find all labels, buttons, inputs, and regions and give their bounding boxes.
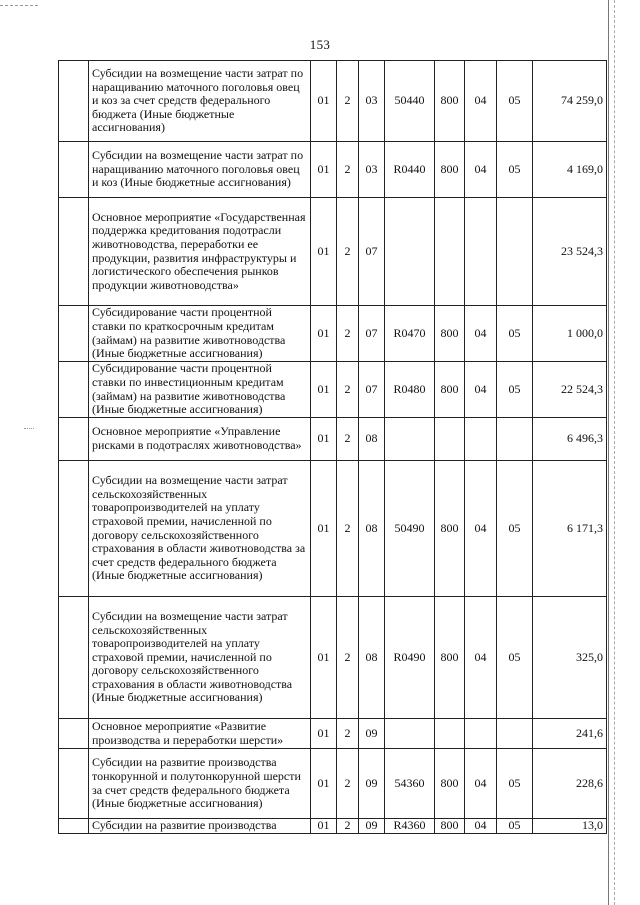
page-number: 153: [309, 37, 331, 52]
code-cell-3: 08: [359, 597, 385, 719]
row-name-cell: Субсидирование части процентной ставки по инвестиционным кредитам (займам) на развитие животноводства (Иные бюджетные ассигнования): [89, 362, 311, 418]
amount-cell: 13,0: [533, 819, 607, 834]
blank-cell: [59, 819, 89, 834]
table-row: [59, 819, 607, 834]
blank-cell: [59, 142, 89, 198]
code-cell-2: 2: [337, 198, 359, 306]
blank-cell: [59, 719, 89, 749]
code-cell-4: R0440: [385, 142, 435, 198]
code-cell-6: 04: [465, 61, 497, 142]
code-cell-3: 07: [359, 362, 385, 418]
code-cell-1: 01: [311, 362, 337, 418]
code-cell-6: 04: [465, 306, 497, 362]
row-name-cell: Основное мероприятие «Развитие производства и переработки шерсти»: [89, 719, 311, 749]
code-cell-7: 05: [497, 142, 533, 198]
table-row: [59, 362, 607, 418]
blank-cell: [59, 61, 89, 142]
code-cell-4: [385, 719, 435, 749]
margin-mark: [24, 428, 34, 429]
code-cell-5: 800: [435, 142, 465, 198]
code-cell-6: [465, 198, 497, 306]
row-name-cell: Субсидии на возмещение части затрат сельскохозяйственных товаропроизводителей на уплату страховой премии, начисленной по договору сельскохозяйственного страхования в области животноводства за счет средств федерального бюджета (Иные бюджетные ассигнования): [89, 461, 311, 597]
blank-cell: [59, 461, 89, 597]
code-cell-3: 08: [359, 461, 385, 597]
amount-cell: 228,6: [533, 749, 607, 819]
code-cell-1: 01: [311, 198, 337, 306]
code-cell-1: 01: [311, 749, 337, 819]
code-cell-5: [435, 719, 465, 749]
table-row: [59, 597, 607, 719]
blank-cell: [59, 198, 89, 306]
row-name-cell: Основное мероприятие «Управление рисками в подотраслях животноводства»: [89, 418, 311, 461]
code-cell-5: 800: [435, 597, 465, 719]
code-cell-7: 05: [497, 749, 533, 819]
code-cell-1: 01: [311, 418, 337, 461]
code-cell-7: 05: [497, 597, 533, 719]
table-row: [59, 749, 607, 819]
amount-cell: 325,0: [533, 597, 607, 719]
code-cell-6: 04: [465, 362, 497, 418]
code-cell-4: [385, 418, 435, 461]
code-cell-6: 04: [465, 142, 497, 198]
code-cell-5: 800: [435, 749, 465, 819]
scan-edge-mark: [0, 5, 38, 6]
code-cell-6: [465, 418, 497, 461]
code-cell-6: 04: [465, 819, 497, 834]
code-cell-1: 01: [311, 719, 337, 749]
code-cell-2: 2: [337, 461, 359, 597]
amount-cell: 4 169,0: [533, 142, 607, 198]
row-name-cell: Основное мероприятие «Государственная поддержка кредитования подотрасли животноводства, переработки ее продукции, развития инфраструктуры и логистического обеспечения рынков продукции животноводства»: [89, 198, 311, 306]
code-cell-5: [435, 418, 465, 461]
code-cell-2: 2: [337, 362, 359, 418]
code-cell-2: 2: [337, 142, 359, 198]
row-name-cell: Субсидирование части процентной ставки по краткосрочным кредитам (займам) на развитие животноводства (Иные бюджетные ассигнования): [89, 306, 311, 362]
code-cell-1: 01: [311, 597, 337, 719]
code-cell-2: 2: [337, 749, 359, 819]
blank-cell: [59, 418, 89, 461]
row-name-cell: Субсидии на развитие производства: [89, 819, 311, 834]
amount-cell: 241,6: [533, 719, 607, 749]
code-cell-3: 07: [359, 306, 385, 362]
table-row: [59, 61, 607, 142]
table-row: [59, 418, 607, 461]
amount-cell: 74 259,0: [533, 61, 607, 142]
code-cell-3: 09: [359, 749, 385, 819]
code-cell-5: 800: [435, 306, 465, 362]
code-cell-3: 03: [359, 142, 385, 198]
code-cell-7: 05: [497, 306, 533, 362]
code-cell-2: 2: [337, 719, 359, 749]
code-cell-7: 05: [497, 362, 533, 418]
code-cell-7: [497, 418, 533, 461]
code-cell-4: 50490: [385, 461, 435, 597]
code-cell-2: 2: [337, 306, 359, 362]
amount-cell: 6 496,3: [533, 418, 607, 461]
code-cell-3: 09: [359, 719, 385, 749]
code-cell-5: 800: [435, 362, 465, 418]
table-row: [59, 198, 607, 306]
row-name-cell: Субсидии на возмещение части затрат сельскохозяйственных товаропроизводителей на уплату страховой премии, начисленной по договору сельскохозяйственного страхования в области животноводства (Иные бюджетные ассигнования): [89, 597, 311, 719]
table-row: [59, 306, 607, 362]
code-cell-5: 800: [435, 461, 465, 597]
code-cell-1: 01: [311, 306, 337, 362]
row-name-cell: Субсидии на развитие производства тонкорунной и полутонкорунной шерсти за счет средств федерального бюджета (Иные бюджетные ассигнования): [89, 749, 311, 819]
code-cell-5: 800: [435, 61, 465, 142]
code-cell-6: 04: [465, 749, 497, 819]
code-cell-7: 05: [497, 461, 533, 597]
code-cell-1: 01: [311, 461, 337, 597]
code-cell-5: [435, 198, 465, 306]
code-cell-4: 54360: [385, 749, 435, 819]
code-cell-6: [465, 719, 497, 749]
code-cell-4: R4360: [385, 819, 435, 834]
blank-cell: [59, 306, 89, 362]
table-row: [59, 719, 607, 749]
amount-cell: 22 524,3: [533, 362, 607, 418]
code-cell-2: 2: [337, 418, 359, 461]
code-cell-5: 800: [435, 819, 465, 834]
row-name-cell: Субсидии на возмещение части затрат по наращиванию маточного поголовья овец и коз за счет средств федерального бюджета (Иные бюджетные ассигнования): [89, 61, 311, 142]
code-cell-3: 09: [359, 819, 385, 834]
code-cell-2: 2: [337, 597, 359, 719]
code-cell-4: [385, 198, 435, 306]
code-cell-2: 2: [337, 61, 359, 142]
code-cell-3: 08: [359, 418, 385, 461]
table-row: [59, 461, 607, 597]
table-row: [59, 142, 607, 198]
code-cell-7: [497, 198, 533, 306]
page-edge-line: [608, 0, 609, 905]
code-cell-7: 05: [497, 819, 533, 834]
code-cell-4: 50440: [385, 61, 435, 142]
code-cell-4: R0480: [385, 362, 435, 418]
page-edge-dashes: [614, 0, 615, 905]
code-cell-7: [497, 719, 533, 749]
blank-cell: [59, 749, 89, 819]
code-cell-2: 2: [337, 819, 359, 834]
amount-cell: 6 171,3: [533, 461, 607, 597]
blank-cell: [59, 362, 89, 418]
code-cell-4: R0490: [385, 597, 435, 719]
code-cell-3: 03: [359, 61, 385, 142]
row-name-cell: Субсидии на возмещение части затрат по наращиванию маточного поголовья овец и коз (Иные бюджетные ассигнования): [89, 142, 311, 198]
code-cell-4: R0470: [385, 306, 435, 362]
code-cell-6: 04: [465, 461, 497, 597]
code-cell-1: 01: [311, 819, 337, 834]
amount-cell: 23 524,3: [533, 198, 607, 306]
amount-cell: 1 000,0: [533, 306, 607, 362]
budget-table: [58, 60, 607, 834]
code-cell-7: 05: [497, 61, 533, 142]
code-cell-6: 04: [465, 597, 497, 719]
code-cell-1: 01: [311, 142, 337, 198]
code-cell-3: 07: [359, 198, 385, 306]
code-cell-1: 01: [311, 61, 337, 142]
blank-cell: [59, 597, 89, 719]
